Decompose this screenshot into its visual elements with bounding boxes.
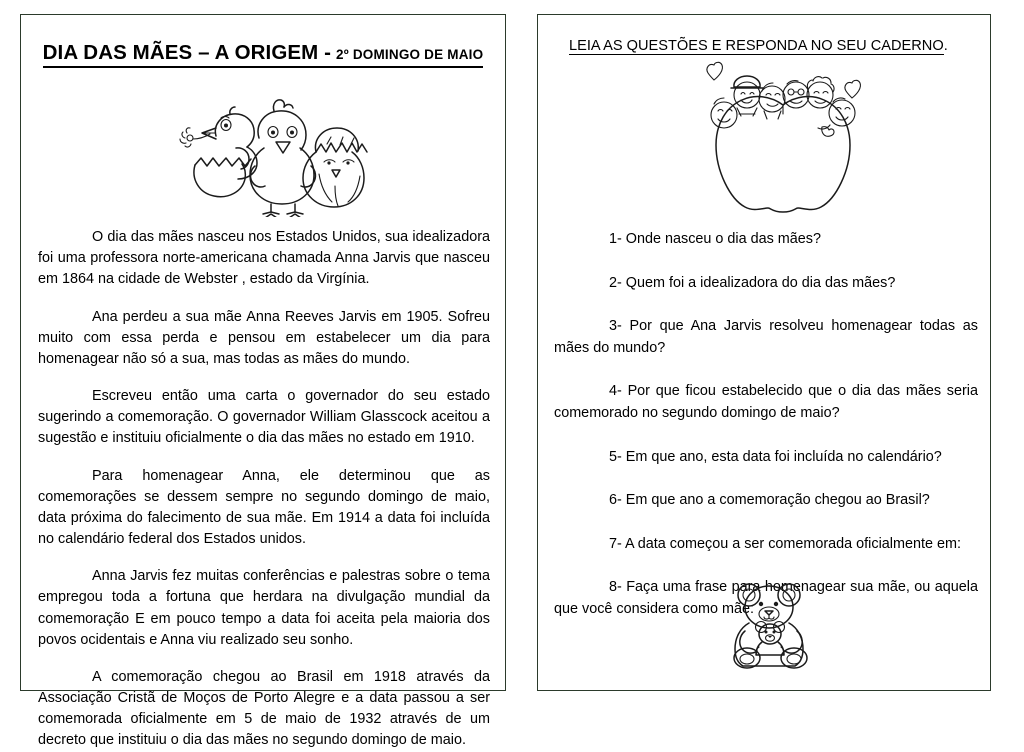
question-item: 4- Por que ficou estabelecido que o dia das mães seria comemorado no segundo domingo de maio?	[554, 383, 978, 422]
question-item: 3- Por que Ana Jarvis resolveu homenagear todas as mães do mundo?	[554, 318, 978, 356]
question-item: 2- Quem foi a idealizadora do dia das mães?	[609, 274, 896, 291]
heart-right-icon	[845, 80, 860, 98]
child-face-5	[807, 77, 834, 108]
article-body	[38, 227, 490, 752]
article-paragraph: Anna Jarvis fez muitas conferências e palestras sobre o tema empregou toda a fortuna que herdara na divulgação mundial da comemoração E em pouco tempo a data foi aceita pela maioria dos povos ocidentais e Anna viu realizado seu sonho.	[38, 568, 490, 648]
chick-left-icon	[180, 107, 257, 197]
child-face-3	[759, 83, 785, 119]
questions-list	[554, 229, 978, 621]
question-item: 7- A data começou a ser comemorada oficialmente em:	[609, 535, 961, 552]
page-title-subtitle: 2º DOMINGO DE MAIO	[336, 47, 484, 62]
questions-instruction-text: LEIA AS QUESTÕES E RESPONDA NO SEU CADERNO	[569, 38, 944, 54]
page-title	[21, 41, 505, 68]
child-face-1	[711, 98, 737, 128]
chick-middle-icon	[250, 100, 315, 217]
worksheet-page-left	[20, 14, 506, 749]
question-item: 1- Onde nasceu o dia das mães?	[609, 231, 821, 247]
article-paragraph: Escreveu então uma carta o governador do seu estado sugerindo a comemoração. O governador William Glasscock aceitou a sugestão e instituiu oficialmente o dia das mães no estado em 1910.	[38, 388, 490, 447]
title-underline-group	[43, 41, 484, 68]
chicks-illustration	[164, 92, 379, 217]
apple-with-children-illustration	[690, 51, 876, 231]
article-paragraph: Ana perdeu a sua mãe Anna Reeves Jarvis em 1905. Sofreu muito com essa perda e pensou em estabelecer um dia para homenagear não só a sua, mas todas as mães do mundo.	[38, 308, 490, 367]
heart-left-icon	[707, 62, 722, 80]
worksheet-page-right	[537, 14, 991, 691]
page-title-main: DIA DAS MÃES – A ORIGEM -	[42, 41, 332, 64]
question-item: 6- Em que ano a comemoração chegou ao Brasil?	[609, 492, 930, 509]
questions-instruction-period: .	[943, 38, 948, 54]
apple-icon	[716, 97, 850, 212]
question-item: 5- Em que ano, esta data foi incluída no calendário?	[609, 448, 942, 465]
child-face-4	[783, 81, 809, 108]
teddy-bear-illustration	[719, 579, 823, 671]
article-paragraph: O dia das mães nasceu nos Estados Unidos, sua idealizadora foi uma professora norte-americana chamada Anna Jarvis que nasceu em 1864 na cidade de Webster , estado da Virgínia.	[38, 229, 490, 288]
article-paragraph: Para homenagear Anna, ele determinou que as comemorações se dessem sempre no segundo domingo de maio, data próxima do falecimento de sua mãe. Em 1914 a data foi incluída no calendário federal dos Estados unidos.	[38, 467, 490, 548]
question-item: 8- Faça uma frase para homenagear sua mãe, ou aquela que você considera como mãe:	[554, 579, 978, 618]
article-paragraph: A comemoração chegou ao Brasil em 1918 através da Associação Cristã de Moços de Porto Alegre e a data passou a ser comemorada oficialmente em 5 de maio de 1932 através de um decreto que instituiu o dia das mães no segundo domingo de maio.	[38, 668, 490, 749]
